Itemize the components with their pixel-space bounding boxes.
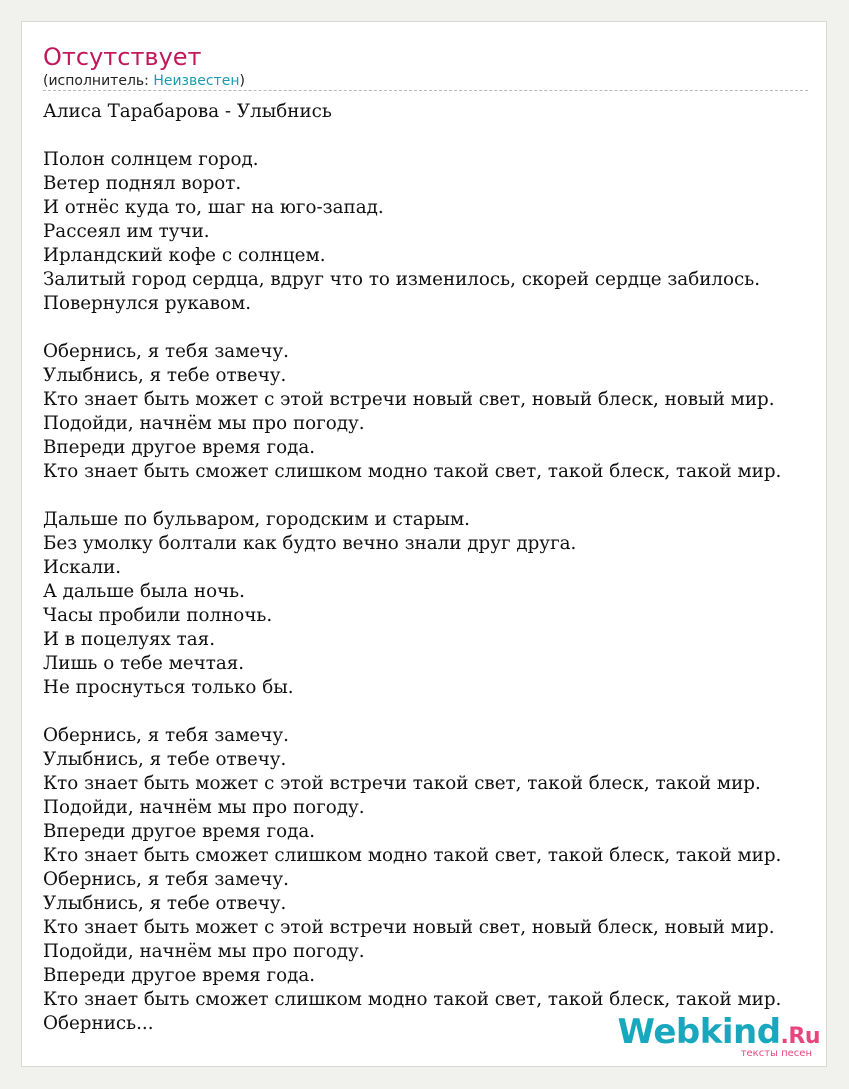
logo-main-text: Webkind bbox=[617, 1012, 781, 1052]
header-divider bbox=[43, 90, 808, 91]
logo-tagline: тексты песен bbox=[740, 1048, 812, 1059]
artist-line bbox=[43, 71, 245, 91]
song-heading: Алиса Тарабарова - Улыбнись bbox=[43, 101, 332, 122]
artist-prefix: (исполнитель: bbox=[43, 73, 154, 89]
lyrics-body bbox=[43, 100, 781, 1036]
lyrics-text: Полон солнцем город. Ветер поднял ворот. И отнёс куда то, шаг на юго-запад. Рассеял им тучи. Ирландский кофе с солнцем. Залитый город сердца, вдруг что то изменилось, скорей сердце забилось. Повернулся рукавом. Обернись, я тебя замечу. Улыбнись, я тебе отвечу. Кто знает быть может с этой встречи новый свет, новый блеск, новый мир. Подойди, начнём мы про погоду. Впереди другое время года. Кто знает быть сможет слишком модно такой свет, такой блеск, такой мир. Дальше по бульваром, городским и старым. Без умолку болтали как будто вечно знали друг друга. Искали. А дальше была ночь. Часы пробили полночь. И в поцелуях тая. Лишь о тебе мечтая. Не проснуться только бы. Обернись, я тебя замечу. Улыбнись, я тебе отвечу. Кто знает быть может с этой встречи такой свет, такой блеск, такой мир. Подойди, начнём мы про погоду. Впереди другое время года. Кто знает быть сможет слишком модно такой свет, такой блеск, такой мир. Обернись, я тебя замечу. Улыбнись, я тебе отвечу. Кто знает быть может с этой встречи новый свет, новый блеск, новый мир. Подойди, начнём мы про погоду. Впереди другое время года. Кто знает быть сможет слишком модно такой свет, такой блеск, такой мир. Обернись... bbox=[43, 149, 782, 1034]
site-logo[interactable] bbox=[617, 1012, 820, 1062]
logo-tld-text: .Ru bbox=[780, 1024, 820, 1049]
page-title: Отсутствует bbox=[43, 43, 202, 71]
artist-link[interactable]: Неизвестен bbox=[153, 73, 240, 89]
lyrics-card bbox=[21, 21, 827, 1067]
artist-suffix: ) bbox=[239, 73, 245, 89]
